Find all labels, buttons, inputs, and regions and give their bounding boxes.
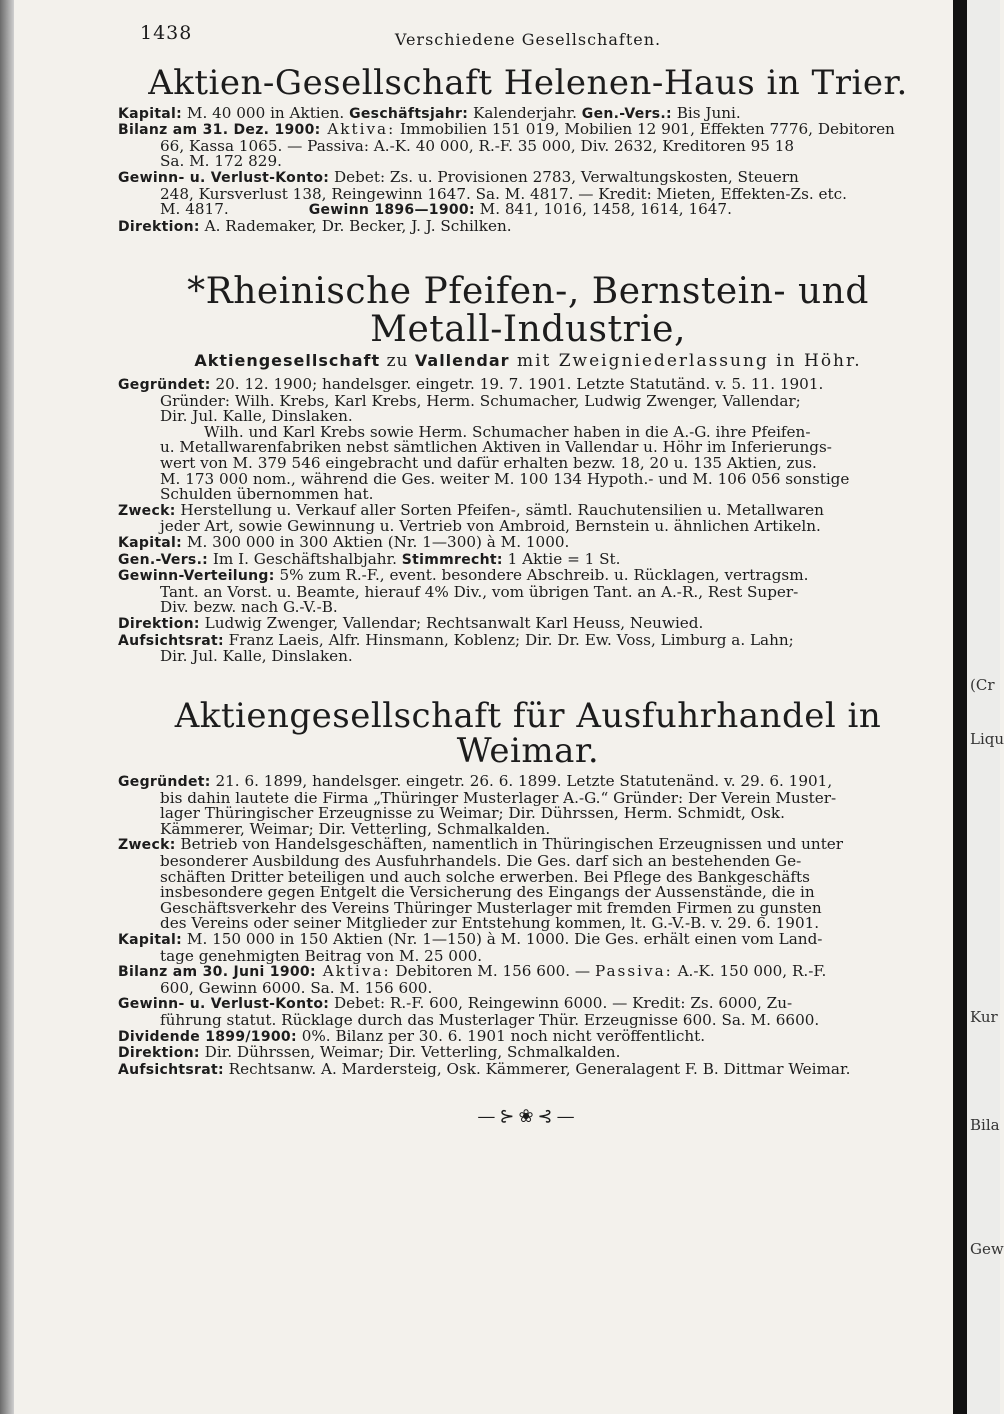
text: Ludwig Zwenger, Vallendar; Rechtsanwalt Karl Heuss, Neuwied. [199, 613, 704, 632]
text-line: Tant. an Vorst. u. Beamte, hierauf 4% Div., vom übrigen Tant. an A.-R., Rest Super- [160, 582, 799, 601]
text-line: u. Metallwarenfabriken nebst sämtlichen Aktiven in Vallendar u. Höhr im Inferierungs- [160, 438, 832, 457]
text-line: insbesondere gegen Entgelt die Versicherung des Eingangs der Aussenstände, die in [160, 883, 815, 902]
text: mit Zweigniederlassung in Höhr. [509, 351, 862, 372]
text-line: Geschäftsverkehr des Vereins Thüringer Musterlager mit fremden Firmen zu gunsten [160, 898, 822, 917]
margin-fragment: Gew [970, 1240, 1004, 1258]
text-line: Schulden übernommen hat. [160, 485, 374, 504]
text: A.-K. 150 000, R.-F. [672, 962, 827, 981]
label-gen-vers: Gen.-Vers.: [581, 105, 672, 122]
text-line: Dir. Jul. Kalle, Dinslaken. [160, 647, 353, 666]
label-zweck: Zweck: [118, 837, 176, 854]
label-gewinn-years: Gewinn 1896—1900: [308, 202, 475, 219]
label-aktiva: Aktiva: [320, 120, 396, 139]
text: Franz Laeis, Alfr. Hinsmann, Koblenz; Dir. Dr. Ew. Voss, Limburg a. Lahn; [223, 630, 794, 649]
margin-fragment: Kur [970, 1008, 998, 1026]
page-edge-shadow [0, 0, 14, 1414]
text-line: Dir. Jul. Kalle, Dinslaken. [160, 407, 353, 426]
label-stimmrecht: Stimmrecht: [401, 551, 503, 568]
label-direktion: Direktion: [118, 218, 200, 235]
text-line: tage genehmigten Beitrag von M. 25 000. [160, 946, 483, 965]
page-content [118, 18, 938, 1127]
text-line: bis dahin lautete die Firma „Thüringer Musterlager A.-G.“ Gründer: Der Verein Muster- [160, 788, 837, 807]
text-line: M. 173 000 nom., während die Ges. weiter M. 100 134 Hypoth.- und M. 106 056 sonstige [160, 469, 850, 488]
text: Debet: R.-F. 600, Reingewinn 6000. — Kredit: Zs. 6000, Zu- [329, 994, 793, 1013]
label-aufsichtsrat: Aufsichtsrat: [118, 1061, 224, 1078]
label-gewinn-verlust: Gewinn- u. Verlust-Konto: [118, 170, 330, 187]
text: 20. 12. 1900; handelsger. eingetr. 19. 7. 1901. Letzte Statutänd. v. 5. 11. 1901. [210, 375, 824, 394]
label-aufsichtsrat: Aufsichtsrat: [118, 632, 224, 649]
label-kapital: Kapital: [118, 534, 183, 551]
label-bilanz: Bilanz am 30. Juni 1900: [118, 964, 316, 981]
company-entry-ausfuhrhandel-weimar [118, 695, 938, 1079]
text: M. 40 000 in Aktien. [182, 103, 350, 122]
margin-fragment: (Cr [970, 676, 995, 694]
text: 0%. Bilanz per 30. 6. 1901 noch nicht veröffentlicht. [296, 1026, 706, 1045]
label-gegruendet: Gegründet: [118, 774, 211, 791]
text: M. 841, 1016, 1458, 1614, 1647. [474, 200, 732, 219]
text-line: Wilh. und Karl Krebs sowie Herm. Schumacher haben in die A.-G. ihre Pfeifen- [204, 422, 811, 441]
company-entry-helenen-haus [118, 63, 938, 235]
label-gewinn-verlust: Gewinn- u. Verlust-Konto: [118, 996, 330, 1013]
text-line: lager Thüringischer Erzeugnisse zu Weimar; Dir. Dührssen, Herm. Schmidt, Osk. [160, 804, 785, 823]
company-subtitle [118, 351, 938, 371]
text-line: besonderer Ausbildung des Ausfuhrhandels. Die Ges. darf sich an bestehenden Ge- [160, 852, 802, 871]
text-line: wert von M. 379 546 eingebracht und dafür erhalten bezw. 18, 20 u. 135 Aktien, zus. [160, 454, 817, 472]
text: Bis Juni. [671, 103, 741, 122]
text-line: jeder Art, sowie Gewinnung u. Vertrieb von Ambroid, Bernstein u. ähnlichen Artikeln. [160, 517, 821, 536]
company-title: *Rheinische Pfeifen-, Bernstein- und Metall-Industrie, [187, 271, 869, 351]
company-title: Aktien-Gesellschaft Helenen-Haus in Trier. [148, 63, 908, 103]
margin-fragment: Liqu [970, 730, 1004, 748]
label-kapital: Kapital: [118, 105, 183, 122]
label-aktiva: Aktiva: [315, 962, 391, 981]
text: Dir. Dührssen, Weimar; Dir. Vetterling, Schmalkalden. [199, 1043, 621, 1062]
text-line: des Vereins oder seiner Mitglieder zur Entstehung kommen, lt. G.-V.-B. v. 29. 6. 1901. [160, 914, 820, 933]
text: Herstellung u. Verkauf aller Sorten Pfeifen-, sämtl. Rauchutensilien u. Metallwaren [175, 500, 824, 519]
label-zweck: Zweck: [118, 502, 176, 519]
page-header [118, 18, 938, 54]
text: zu [380, 351, 415, 372]
margin-fragment: Bila [970, 1116, 1000, 1134]
ornament-divider: —⊱❀⊰— [477, 1106, 579, 1128]
text: Immobilien 151 019, Mobilien 12 901, Effekten 7776, Debitoren [395, 120, 895, 139]
label-geschaeftsjahr: Geschäftsjahr: [349, 105, 469, 122]
text: Betrieb von Handelsgeschäften, namentlich in Thüringischen Erzeugnissen und unter [175, 835, 844, 854]
label-passiva: Passiva: [594, 962, 673, 981]
text-line: Kämmerer, Weimar; Dir. Vetterling, Schmalkalden. [160, 819, 551, 838]
text: 21. 6. 1899, handelsger. eingetr. 26. 6. 1899. Letzte Statutenänd. v. 29. 6. 1901, [210, 772, 833, 791]
text-line: 600, Gewinn 6000. Sa. M. 156 600. [160, 978, 433, 997]
book-gutter [953, 0, 967, 1414]
text: A. Rademaker, Dr. Becker, J. J. Schilken. [199, 216, 512, 235]
label-direktion: Direktion: [118, 1045, 200, 1062]
text: Debitoren M. 156 600. — [390, 962, 595, 981]
text-line: führung statut. Rücklage durch das Musterlager Thür. Erzeugnisse 600. Sa. M. 6600. [160, 1011, 820, 1029]
text-line: schäften Dritter beteiligen und auch solche erwerben. Bei Pflege des Bankgeschäfts [160, 867, 810, 886]
text: M. 150 000 in 150 Aktien (Nr. 1—150) à M. 1000. Die Ges. erhält einen vom Land- [182, 930, 823, 949]
text: M. 4817. [160, 200, 229, 219]
text: 5% zum R.-F., event. besondere Abschreib. u. Rücklagen, vertragsm. [274, 566, 809, 585]
text: M. 300 000 in 300 Aktien (Nr. 1—300) à M. 1000. [182, 532, 570, 551]
facing-page-strip [967, 0, 1004, 1414]
label-gewinn-verteilung: Gewinn-Verteilung: [118, 568, 275, 585]
label-gegruendet: Gegründet: [118, 377, 211, 394]
text-line: Gründer: Wilh. Krebs, Karl Krebs, Herm. Schumacher, Ludwig Zwenger, Vallendar; [160, 391, 801, 410]
text: 1 Aktie = 1 St. [502, 549, 621, 568]
text: Debet: Zs. u. Provisionen 2783, Verwaltungskosten, Steuern [329, 168, 799, 187]
subtitle-city: Vallendar [414, 351, 510, 371]
text-line: 66, Kassa 1065. — Passiva: A.-K. 40 000, R.-F. 35 000, Div. 2632, Kreditoren 95 18 [160, 136, 795, 155]
company-entry-rheinische-pfeifen [118, 273, 938, 664]
label-direktion: Direktion: [118, 615, 200, 632]
page-number: 1438 [140, 22, 193, 44]
label-gen-vers: Gen.-Vers.: [118, 551, 209, 568]
subtitle-legal-form: Aktiengesellschaft [194, 351, 381, 371]
label-bilanz: Bilanz am 31. Dez. 1900: [118, 122, 321, 139]
text: Im I. Geschäftshalbjahr. [208, 549, 402, 568]
text: Kalenderjahr. [468, 103, 582, 122]
text: Rechtsanw. A. Mardersteig, Osk. Kämmerer, Generalagent F. B. Dittmar Weimar. [223, 1059, 851, 1078]
company-title: Aktiengesellschaft für Ausfuhrhandel in Weimar. [174, 695, 882, 772]
label-dividende: Dividende 1899/1900: [118, 1028, 297, 1045]
text-line: 248, Kursverlust 138, Reingewinn 1647. Sa. M. 4817. — Kredit: Mieten, Effekten-Zs. etc. [160, 184, 847, 203]
text-line: Div. bezw. nach G.-V.-B. [160, 598, 338, 617]
running-title: Verschiedene Gesellschaften. [394, 30, 662, 49]
label-kapital: Kapital: [118, 932, 183, 949]
text-line: Sa. M. 172 829. [160, 152, 282, 171]
